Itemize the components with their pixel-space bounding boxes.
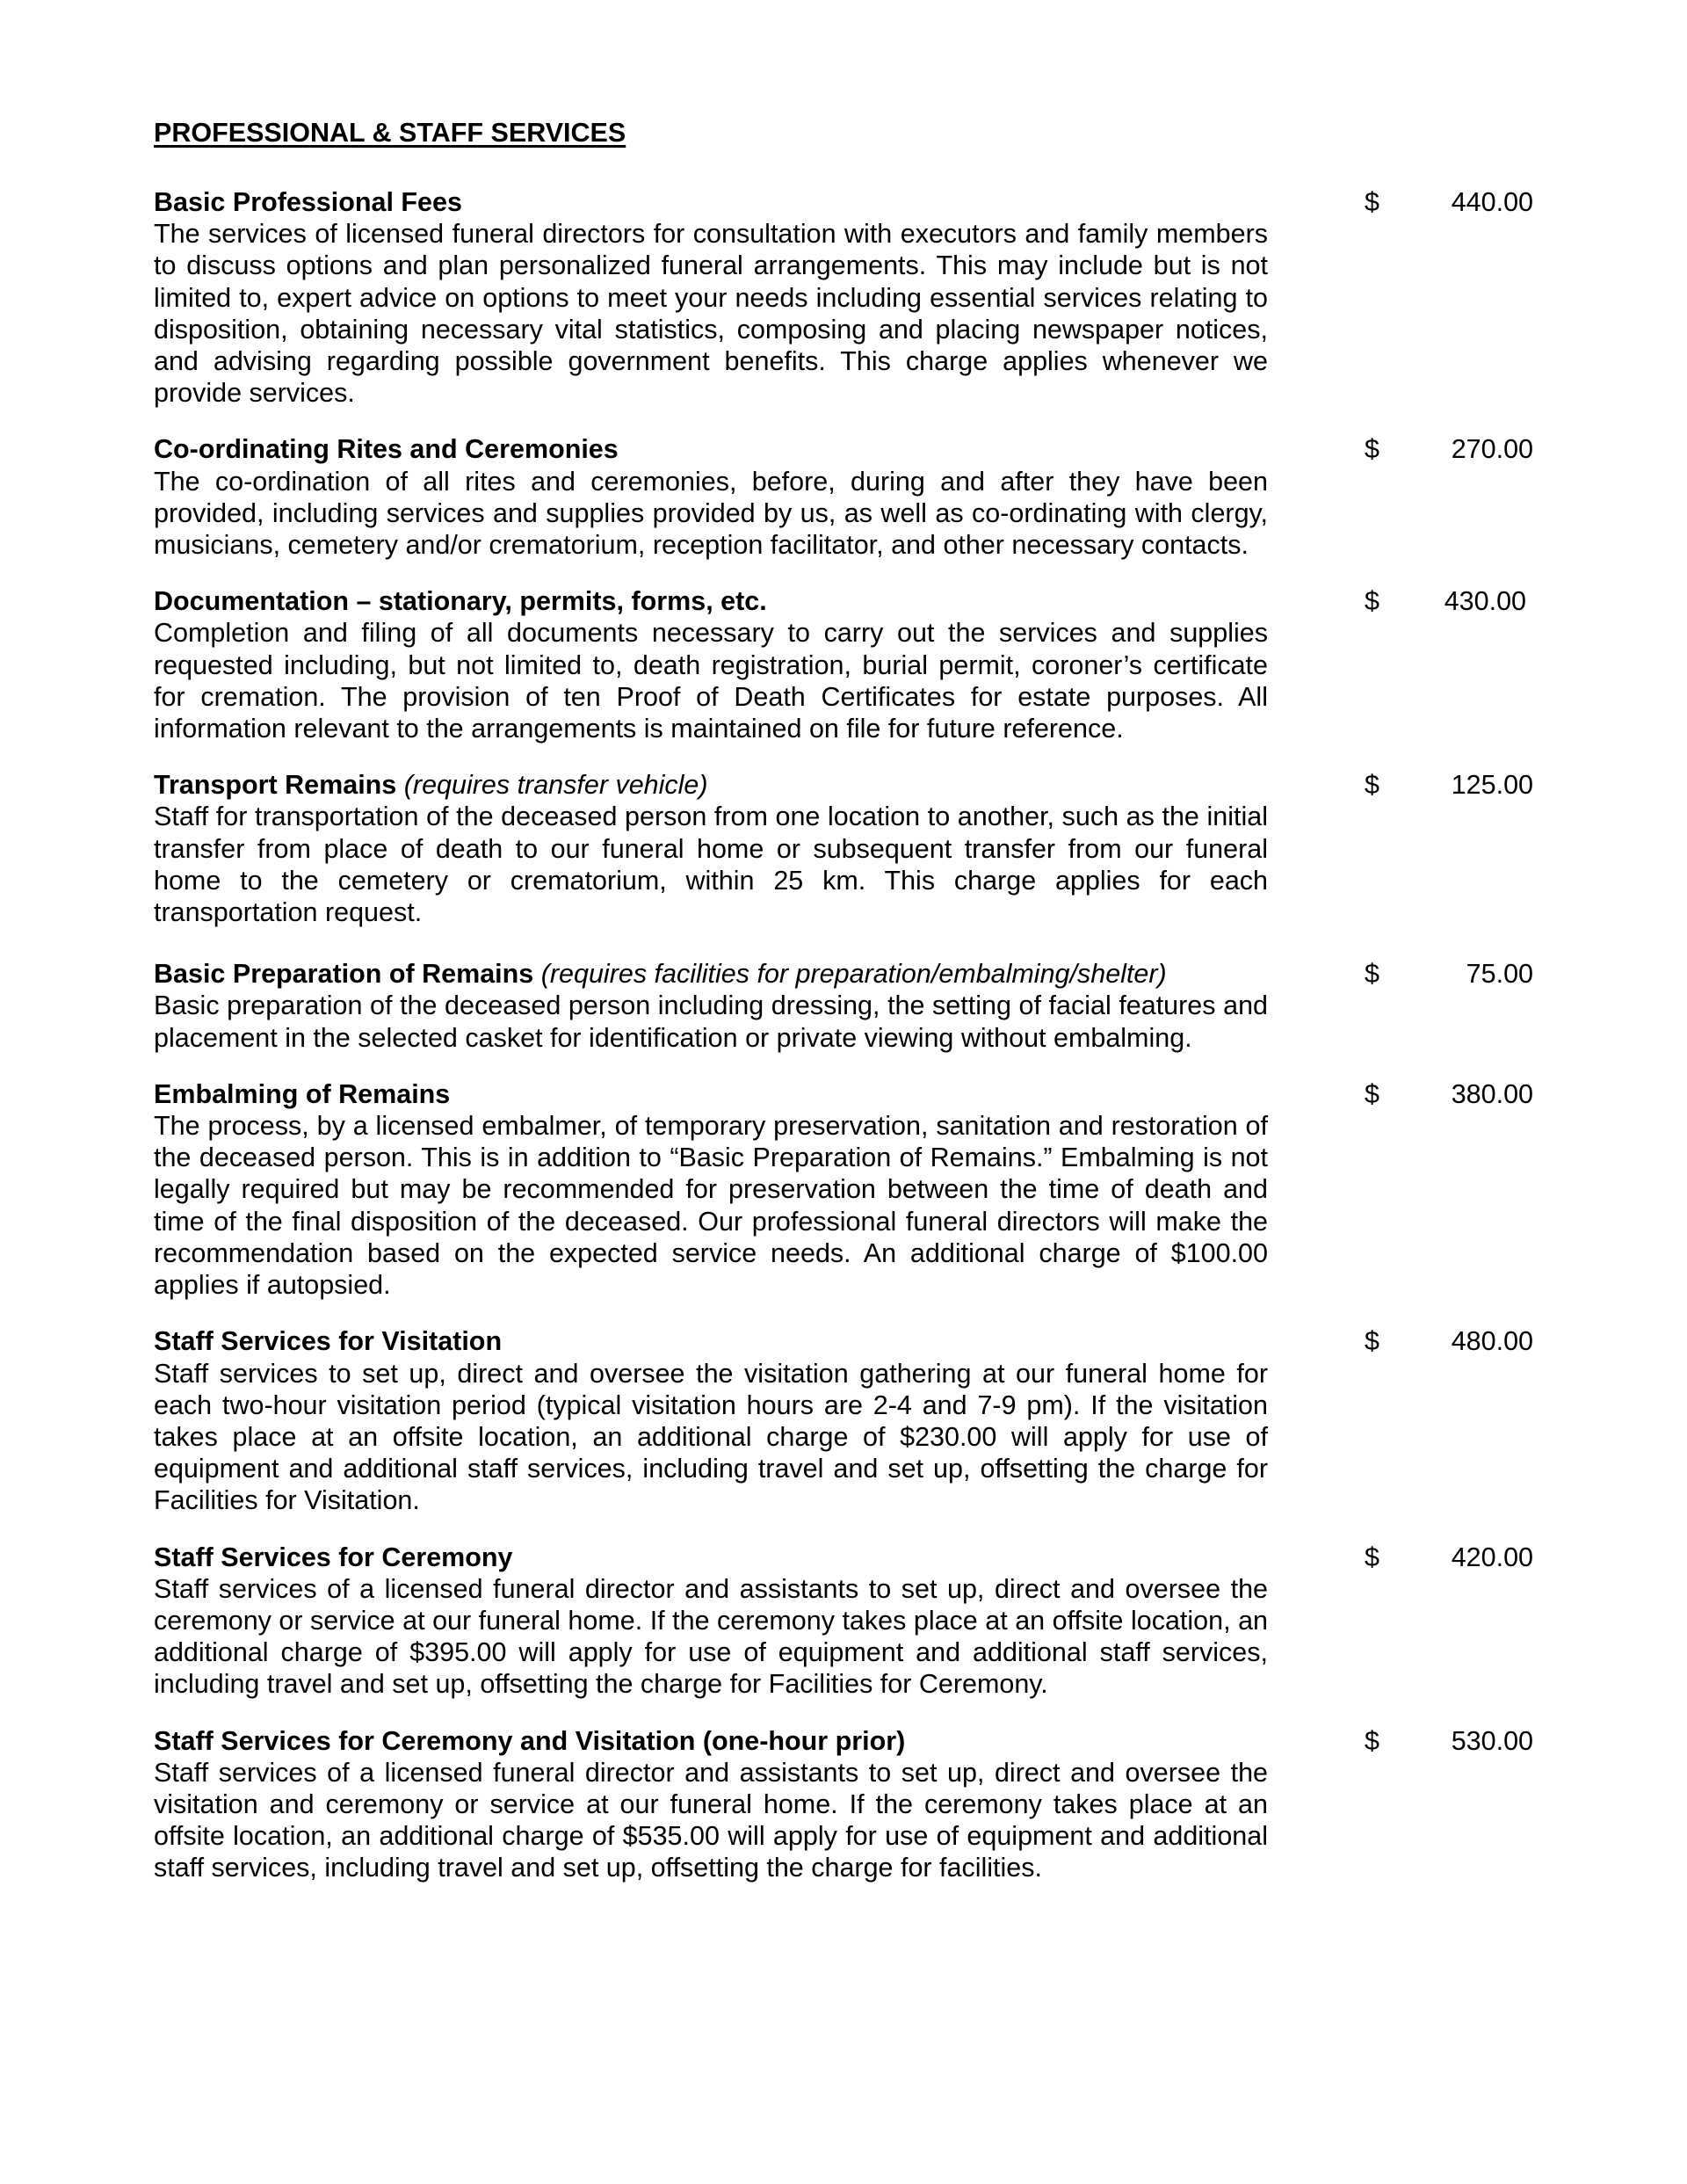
service-item-note: (requires facilities for preparation/embalming/shelter) xyxy=(540,959,1167,990)
service-item-title: Staff Services for Ceremony xyxy=(154,1542,513,1572)
service-item-description: Completion and filing of all documents necessary to carry out the services and supplies requested including, but not limited to, death registration, burial permit, coroner’s certificate for cremation. The provision of ten Proof of Death Certificates for estate purposes. All information relevant to the arrangements is maintained on file for future reference. xyxy=(154,618,1268,744)
service-item-title: Staff Services for Ceremony and Visitation (one-hour prior) xyxy=(154,1725,906,1756)
service-item-staff-ceremony-visitation xyxy=(154,1725,1533,1884)
price-amount: 530.00 xyxy=(1451,1725,1533,1756)
service-item-description: Staff services of a licensed funeral director and assistants to set up, direct and oversee the ceremony or service at our funeral home. If the ceremony takes place at an offsite location, an additional charge of $395.00 will apply for use of equipment and additional staff services, including travel and set up, offsetting the charge for Facilities for Ceremony. xyxy=(154,1573,1268,1700)
price-amount: 125.00 xyxy=(1451,770,1533,801)
service-item-description: Basic preparation of the deceased person including dressing, the setting of facial features and placement in the selected casket for identification or private viewing without embalming. xyxy=(154,990,1268,1053)
service-item-description: The process, by a licensed embalmer, of temporary preservation, sanitation and restoration of the deceased person. This is in addition to “Basic Preparation of Remains.” Embalming is not legally required but may be recommended for preservation between the time of death and time of the final disposition of the deceased. Our professional funeral directors will make the recommendation based on the expected service needs. An additional charge of $100.00 applies if autopsied. xyxy=(154,1111,1268,1301)
service-item-description: Staff services to set up, direct and oversee the visitation gathering at our funeral home for each two-hour visitation period (typical visitation hours are 2-4 and 7-9 pm). If the visitation takes place at an offsite location, an additional charge of $230.00 will apply for use of equipment and additional staff services, including travel and set up, offsetting the charge for Facilities for Visitation. xyxy=(154,1358,1268,1516)
service-item-title: Transport Remains xyxy=(154,770,397,801)
price-amount: 440.00 xyxy=(1451,187,1533,217)
service-item-basic-professional-fees xyxy=(154,186,1533,409)
price-amount: 75.00 xyxy=(1466,959,1533,990)
service-item-body xyxy=(154,1325,1268,1516)
service-item-note: (requires transfer vehicle) xyxy=(403,770,708,801)
service-item-transport-remains xyxy=(154,769,1533,928)
service-item-title: Embalming of Remains xyxy=(154,1078,451,1109)
price-amount: 270.00 xyxy=(1451,434,1533,465)
service-item-title: Co-ordinating Rites and Ceremonies xyxy=(154,434,619,465)
currency-symbol: $ xyxy=(1365,434,1379,465)
service-item-title: Documentation – stationary, permits, forms, etc. xyxy=(154,586,767,617)
currency-symbol: $ xyxy=(1365,959,1379,990)
currency-symbol: $ xyxy=(1365,1542,1379,1572)
service-item-body xyxy=(154,1542,1268,1701)
price-amount: 480.00 xyxy=(1451,1326,1533,1357)
service-item-staff-ceremony xyxy=(154,1542,1533,1701)
service-item-description: The services of licensed funeral directors for consultation with executors and family members to discuss options and plan personalized funeral arrangements. This may include but is not limited to, expert advice on options to meet your needs including essential services relating to disposition, obtaining necessary vital statistics, composing and placing newspaper notices, and advising regarding possible government benefits. This charge applies whenever we provide services. xyxy=(154,219,1268,409)
service-item-body xyxy=(154,1725,1268,1884)
currency-symbol: $ xyxy=(1365,1326,1379,1357)
service-item-title: Staff Services for Visitation xyxy=(154,1326,503,1357)
service-item-coordinating-rites xyxy=(154,433,1533,561)
service-item-basic-preparation xyxy=(154,958,1533,1054)
price-list-page xyxy=(154,112,1533,1909)
currency-symbol: $ xyxy=(1365,1725,1379,1756)
service-item-description: Staff for transportation of the deceased person from one location to another, such as the initial transfer from place of death to our funeral home or subsequent transfer from our funeral home to the cemetery or crematorium, within 25 km. This charge applies for each transportation request. xyxy=(154,802,1268,928)
service-item-body xyxy=(154,769,1268,928)
currency-symbol: $ xyxy=(1365,187,1379,217)
price-amount: 380.00 xyxy=(1451,1078,1533,1109)
price-amount: 420.00 xyxy=(1451,1542,1533,1572)
currency-symbol: $ xyxy=(1365,770,1379,801)
service-item-embalming xyxy=(154,1078,1533,1301)
service-item-body xyxy=(154,186,1268,409)
service-item-body xyxy=(154,433,1268,561)
service-item-documentation xyxy=(154,585,1533,744)
service-item-body xyxy=(154,1078,1268,1301)
currency-symbol: $ xyxy=(1365,1078,1379,1109)
service-item-description: The co-ordination of all rites and ceremonies, before, during and after they have been provided, including services and supplies provided by us, as well as co-ordinating with clergy, musicians, cemetery and/or crematorium, reception facilitator, and other necessary contacts. xyxy=(154,466,1268,561)
section-title: PROFESSIONAL & STAFF SERVICES xyxy=(154,118,626,148)
service-item-title: Basic Preparation of Remains xyxy=(154,959,534,990)
service-item-staff-visitation xyxy=(154,1325,1533,1516)
service-item-description: Staff services of a licensed funeral director and assistants to set up, direct and oversee the visitation and ceremony or service at our funeral home. If the ceremony takes place at an offsite location, an additional charge of $535.00 will apply for use of equipment and additional staff services, including travel and set up, offsetting the charge for facilities. xyxy=(154,1757,1268,1883)
service-item-body xyxy=(154,958,1268,1054)
service-item-body xyxy=(154,585,1268,744)
service-item-title: Basic Professional Fees xyxy=(154,187,462,217)
price-amount: 430.00 xyxy=(1444,586,1526,617)
currency-symbol: $ xyxy=(1365,586,1379,617)
